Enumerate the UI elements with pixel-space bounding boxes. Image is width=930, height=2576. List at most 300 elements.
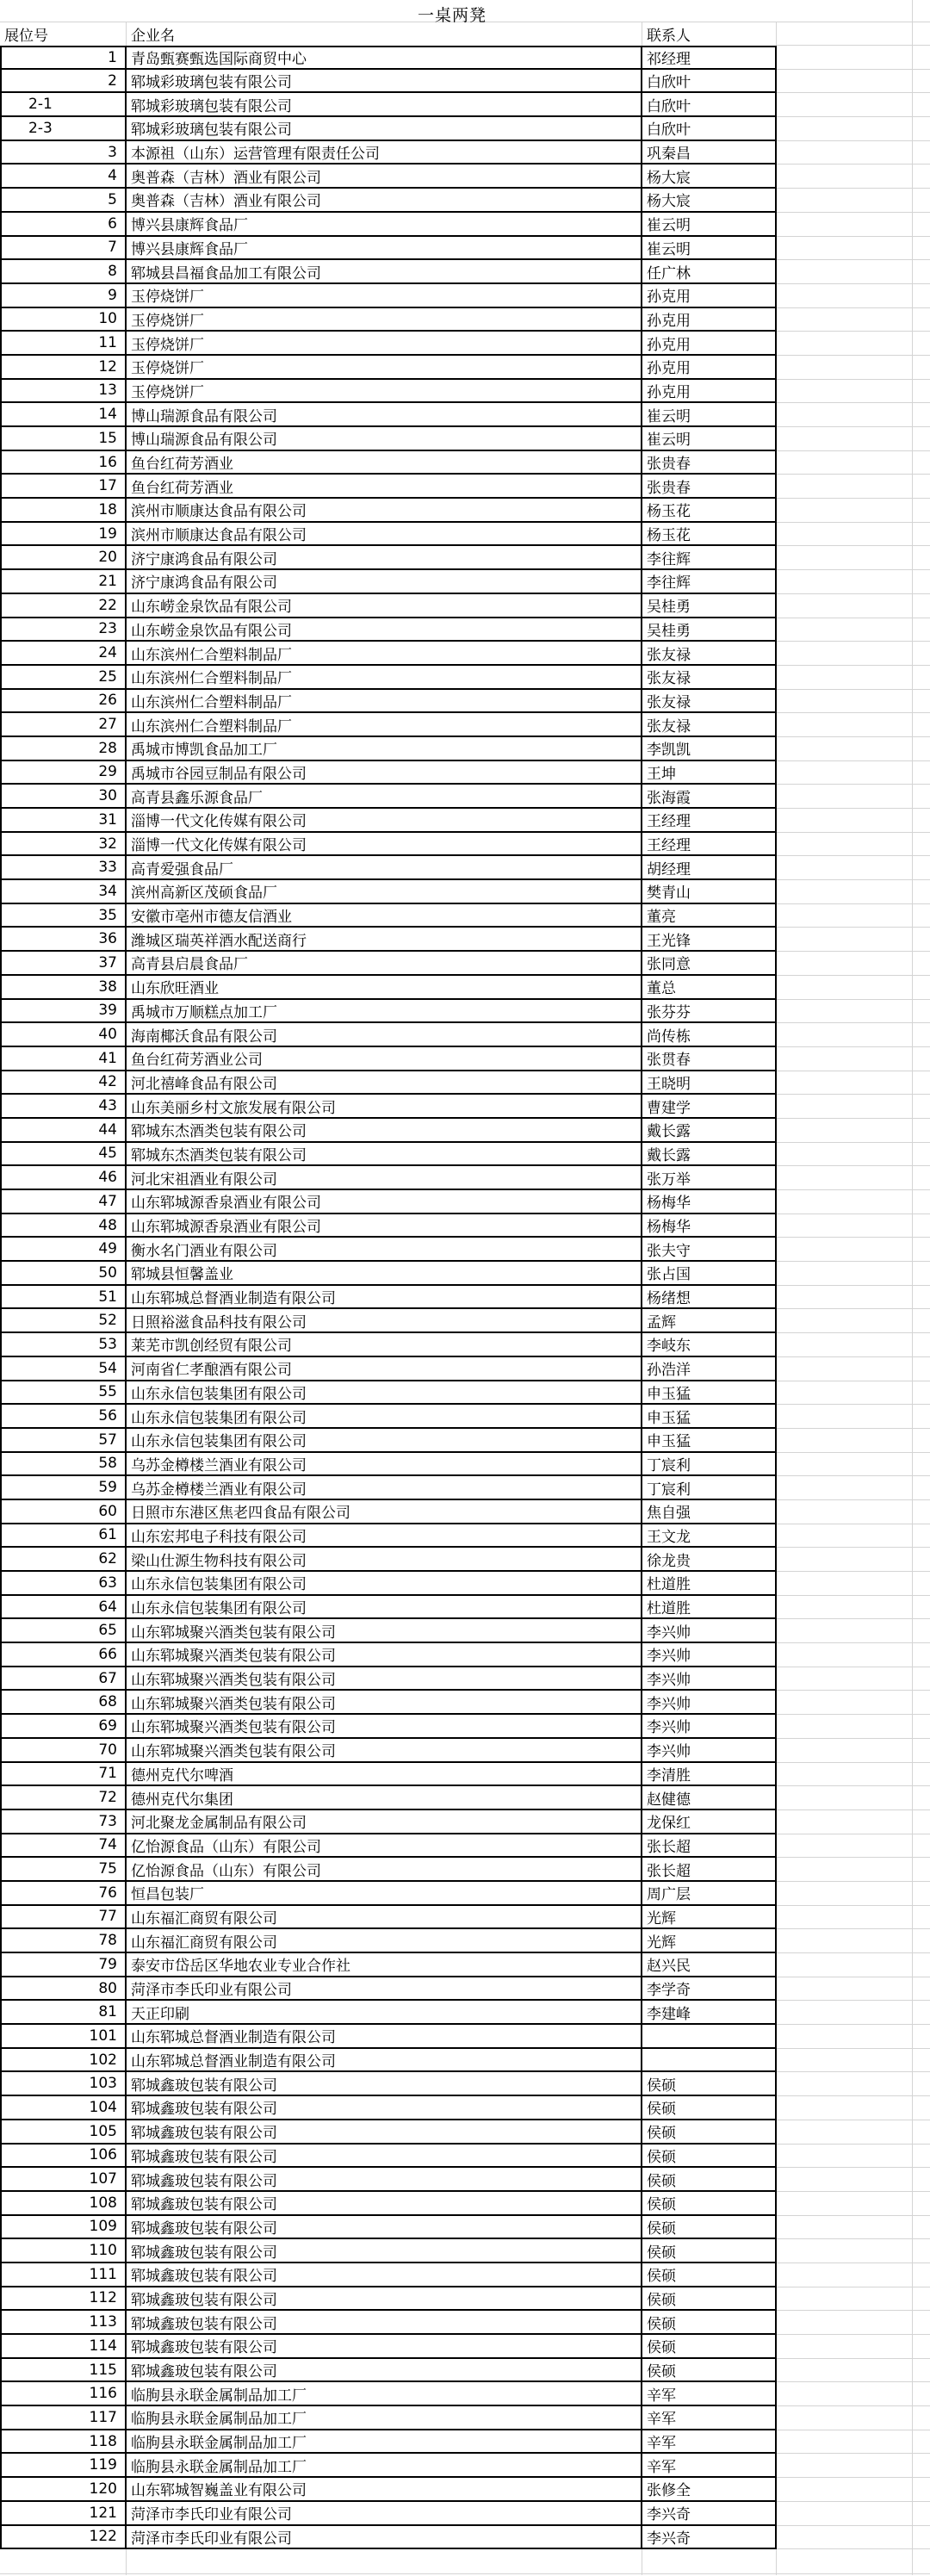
- contact-cell[interactable]: 王经理: [642, 833, 777, 857]
- empty-cell[interactable]: [913, 1190, 930, 1214]
- empty-cell[interactable]: [913, 2025, 930, 2049]
- booth-cell[interactable]: 47: [0, 1190, 127, 1214]
- company-cell[interactable]: 郓城鑫玻包装有限公司: [127, 2239, 642, 2263]
- booth-cell[interactable]: 73: [0, 1810, 127, 1834]
- empty-cell[interactable]: [913, 546, 930, 570]
- booth-cell[interactable]: 66: [0, 1643, 127, 1667]
- contact-cell[interactable]: 董总: [642, 976, 777, 1000]
- company-cell[interactable]: 河北宋祖酒业有限公司: [127, 1166, 642, 1190]
- empty-cell[interactable]: [777, 1763, 913, 1787]
- empty-cell[interactable]: [913, 1405, 930, 1429]
- empty-cell[interactable]: [913, 356, 930, 380]
- contact-cell[interactable]: 祁经理: [642, 46, 777, 70]
- booth-cell[interactable]: 60: [0, 1500, 127, 1524]
- contact-cell[interactable]: 樊青山: [642, 880, 777, 904]
- company-cell[interactable]: 山东郓城总督酒业制造有限公司: [127, 2049, 642, 2073]
- empty-cell[interactable]: [913, 1453, 930, 1477]
- empty-cell[interactable]: [777, 356, 913, 380]
- empty-cell[interactable]: [913, 2311, 930, 2335]
- company-cell[interactable]: 济宁康鸿食品有限公司: [127, 570, 642, 594]
- company-cell[interactable]: 山东永信包装集团有限公司: [127, 1381, 642, 1406]
- contact-cell[interactable]: 张贯春: [642, 1047, 777, 1071]
- booth-cell[interactable]: 42: [0, 1071, 127, 1096]
- empty-cell[interactable]: [913, 332, 930, 356]
- empty-cell[interactable]: [777, 928, 913, 952]
- empty-cell[interactable]: [777, 2287, 913, 2312]
- empty-cell[interactable]: [913, 141, 930, 165]
- empty-cell[interactable]: [777, 1190, 913, 1214]
- company-cell[interactable]: 郓城县昌福食品加工有限公司: [127, 260, 642, 284]
- company-cell[interactable]: 临朐县永联金属制品加工厂: [127, 2454, 642, 2478]
- empty-cell[interactable]: [777, 2192, 913, 2216]
- booth-cell[interactable]: 113: [0, 2311, 127, 2335]
- empty-cell[interactable]: [777, 2049, 913, 2073]
- empty-cell[interactable]: [777, 284, 913, 308]
- booth-cell[interactable]: 41: [0, 1047, 127, 1071]
- booth-cell[interactable]: 76: [0, 1882, 127, 1906]
- booth-cell[interactable]: 64: [0, 1596, 127, 1620]
- company-cell[interactable]: 郓城鑫玻包装有限公司: [127, 2287, 642, 2312]
- empty-cell[interactable]: [777, 1047, 913, 1071]
- contact-cell[interactable]: 张友禄: [642, 642, 777, 666]
- empty-cell[interactable]: [777, 1238, 913, 1262]
- company-cell[interactable]: 德州克代尔集团: [127, 1786, 642, 1810]
- company-cell[interactable]: 山东永信包装集团有限公司: [127, 1572, 642, 1596]
- empty-cell[interactable]: [913, 1095, 930, 1119]
- empty-cell[interactable]: [777, 1906, 913, 1930]
- contact-cell[interactable]: 李兴帅: [642, 1715, 777, 1739]
- contact-cell[interactable]: 申玉猛: [642, 1429, 777, 1453]
- company-cell[interactable]: 山东郓城源香泉酒业有限公司: [127, 1214, 642, 1238]
- empty-cell[interactable]: [913, 1143, 930, 1167]
- contact-cell[interactable]: 李建峰: [642, 2001, 777, 2025]
- empty-cell[interactable]: [913, 2454, 930, 2478]
- company-cell[interactable]: 博兴县康辉食品厂: [127, 213, 642, 237]
- contact-cell[interactable]: 巩秦昌: [642, 141, 777, 165]
- empty-cell[interactable]: [777, 2359, 913, 2383]
- booth-cell[interactable]: 51: [0, 1286, 127, 1310]
- empty-cell[interactable]: [913, 1715, 930, 1739]
- contact-cell[interactable]: 崔云明: [642, 237, 777, 261]
- empty-cell[interactable]: [777, 1572, 913, 1596]
- company-cell[interactable]: 玉停烧饼厂: [127, 356, 642, 380]
- empty-cell[interactable]: [777, 427, 913, 451]
- contact-cell[interactable]: 徐龙贵: [642, 1548, 777, 1572]
- booth-cell[interactable]: 71: [0, 1763, 127, 1787]
- empty-cell[interactable]: [777, 618, 913, 642]
- company-cell[interactable]: 山东欣旺酒业: [127, 976, 642, 1000]
- booth-cell[interactable]: 14: [0, 403, 127, 427]
- empty-cell[interactable]: [913, 2430, 930, 2455]
- booth-cell[interactable]: 68: [0, 1691, 127, 1715]
- company-cell[interactable]: 山东郓城聚兴酒类包装有限公司: [127, 1619, 642, 1643]
- booth-cell[interactable]: 109: [0, 2216, 127, 2240]
- empty-cell[interactable]: [777, 1000, 913, 1024]
- empty-cell[interactable]: [913, 713, 930, 737]
- empty-cell[interactable]: [777, 761, 913, 785]
- empty-cell[interactable]: [777, 642, 913, 666]
- empty-cell[interactable]: [913, 1476, 930, 1500]
- company-cell[interactable]: 郓城县恒馨盖业: [127, 1262, 642, 1286]
- empty-cell[interactable]: [913, 2382, 930, 2406]
- empty-cell[interactable]: [777, 260, 913, 284]
- contact-cell[interactable]: 光辉: [642, 1929, 777, 1953]
- company-cell[interactable]: 郓城鑫玻包装有限公司: [127, 2120, 642, 2145]
- empty-cell[interactable]: [777, 1405, 913, 1429]
- booth-cell[interactable]: 63: [0, 1572, 127, 1596]
- col-header-contact[interactable]: 联系人: [642, 22, 777, 46]
- contact-cell[interactable]: 孟辉: [642, 1309, 777, 1333]
- empty-cell[interactable]: [913, 260, 930, 284]
- empty-cell[interactable]: [777, 164, 913, 189]
- empty-cell[interactable]: [913, 570, 930, 594]
- company-cell[interactable]: 郓城彩玻璃包装有限公司: [127, 117, 642, 141]
- company-cell[interactable]: 山东郓城聚兴酒类包装有限公司: [127, 1667, 642, 1691]
- company-cell[interactable]: 郓城鑫玻包装有限公司: [127, 2359, 642, 2383]
- empty-cell[interactable]: [777, 2335, 913, 2359]
- empty-cell[interactable]: [913, 1071, 930, 1096]
- empty-cell[interactable]: [913, 1333, 930, 1357]
- company-cell[interactable]: 河北聚龙金属制品有限公司: [127, 1810, 642, 1834]
- company-cell[interactable]: 郓城彩玻璃包装有限公司: [127, 70, 642, 94]
- company-cell[interactable]: 山东郓城聚兴酒类包装有限公司: [127, 1691, 642, 1715]
- contact-cell[interactable]: 李清胜: [642, 1763, 777, 1787]
- booth-cell[interactable]: 25: [0, 666, 127, 690]
- empty-cell[interactable]: [777, 46, 913, 70]
- company-cell[interactable]: 玉停烧饼厂: [127, 284, 642, 308]
- booth-cell[interactable]: 80: [0, 1977, 127, 2002]
- contact-cell[interactable]: 孙浩洋: [642, 1357, 777, 1381]
- booth-cell[interactable]: 10: [0, 308, 127, 332]
- contact-cell[interactable]: 侯硕: [642, 2359, 777, 2383]
- booth-cell[interactable]: 57: [0, 1429, 127, 1453]
- contact-cell[interactable]: 戴长露: [642, 1119, 777, 1143]
- empty-cell[interactable]: [777, 1119, 913, 1143]
- contact-cell[interactable]: 侯硕: [642, 2145, 777, 2169]
- company-cell[interactable]: 山东滨州仁合塑料制品厂: [127, 666, 642, 690]
- contact-cell[interactable]: 辛军: [642, 2382, 777, 2406]
- empty-cell[interactable]: [777, 70, 913, 94]
- company-cell[interactable]: 郓城东杰酒类包装有限公司: [127, 1119, 642, 1143]
- contact-cell[interactable]: 侯硕: [642, 2239, 777, 2263]
- empty-cell[interactable]: [913, 1953, 930, 1977]
- contact-cell[interactable]: 辛军: [642, 2430, 777, 2455]
- booth-cell[interactable]: 101: [0, 2025, 127, 2049]
- company-cell[interactable]: 郓城鑫玻包装有限公司: [127, 2335, 642, 2359]
- contact-cell[interactable]: 侯硕: [642, 2335, 777, 2359]
- empty-cell[interactable]: [777, 403, 913, 427]
- contact-cell[interactable]: 李兴奇: [642, 2526, 777, 2550]
- booth-cell[interactable]: 28: [0, 737, 127, 761]
- booth-cell[interactable]: 34: [0, 880, 127, 904]
- contact-cell[interactable]: 杨玉花: [642, 499, 777, 523]
- booth-cell[interactable]: 35: [0, 904, 127, 928]
- company-cell[interactable]: 菏泽市李氏印业有限公司: [127, 2502, 642, 2526]
- contact-cell[interactable]: 白欣叶: [642, 117, 777, 141]
- contact-cell[interactable]: 崔云明: [642, 213, 777, 237]
- empty-cell[interactable]: [913, 164, 930, 189]
- company-cell[interactable]: 博山瑞源食品有限公司: [127, 403, 642, 427]
- empty-cell[interactable]: [777, 1619, 913, 1643]
- empty-cell[interactable]: [913, 1524, 930, 1549]
- empty-cell[interactable]: [913, 2120, 930, 2145]
- company-cell[interactable]: 山东郓城总督酒业制造有限公司: [127, 1286, 642, 1310]
- empty-cell[interactable]: [913, 1357, 930, 1381]
- empty-cell[interactable]: [913, 1047, 930, 1071]
- company-cell[interactable]: 郓城鑫玻包装有限公司: [127, 2216, 642, 2240]
- company-cell[interactable]: 安徽市亳州市德友信酒业: [127, 904, 642, 928]
- company-cell[interactable]: 博山瑞源食品有限公司: [127, 427, 642, 451]
- empty-cell[interactable]: [777, 1071, 913, 1096]
- empty-cell[interactable]: [777, 1929, 913, 1953]
- empty-cell[interactable]: [777, 856, 913, 880]
- company-cell[interactable]: 山东郓城智巍盖业有限公司: [127, 2478, 642, 2502]
- contact-cell[interactable]: 吴桂勇: [642, 618, 777, 642]
- booth-cell[interactable]: 45: [0, 1143, 127, 1167]
- booth-cell[interactable]: 53: [0, 1333, 127, 1357]
- booth-cell[interactable]: 120: [0, 2478, 127, 2502]
- booth-cell[interactable]: 115: [0, 2359, 127, 2383]
- empty-cell[interactable]: [777, 2478, 913, 2502]
- empty-cell[interactable]: [777, 713, 913, 737]
- booth-cell[interactable]: 13: [0, 380, 127, 404]
- contact-cell[interactable]: 焦自强: [642, 1500, 777, 1524]
- contact-cell[interactable]: 张芬芬: [642, 1000, 777, 1024]
- empty-cell[interactable]: [777, 1786, 913, 1810]
- booth-cell[interactable]: 110: [0, 2239, 127, 2263]
- empty-cell[interactable]: [777, 2120, 913, 2145]
- contact-cell[interactable]: 孙克用: [642, 332, 777, 356]
- empty-cell[interactable]: [777, 2001, 913, 2025]
- empty-cell[interactable]: [913, 2049, 930, 2073]
- booth-cell[interactable]: 78: [0, 1929, 127, 1953]
- company-cell[interactable]: 衡水名门酒业有限公司: [127, 1238, 642, 1262]
- contact-cell[interactable]: 侯硕: [642, 2096, 777, 2120]
- booth-cell[interactable]: 107: [0, 2168, 127, 2192]
- empty-cell[interactable]: [913, 380, 930, 404]
- booth-cell[interactable]: 6: [0, 213, 127, 237]
- empty-cell[interactable]: [913, 904, 930, 928]
- contact-cell[interactable]: 张友禄: [642, 690, 777, 714]
- empty-header-cell[interactable]: [913, 22, 930, 46]
- empty-cell[interactable]: [913, 93, 930, 117]
- company-cell[interactable]: 郓城东杰酒类包装有限公司: [127, 1143, 642, 1167]
- empty-cell[interactable]: [913, 1786, 930, 1810]
- contact-cell[interactable]: 张友禄: [642, 713, 777, 737]
- company-cell[interactable]: 山东郓城聚兴酒类包装有限公司: [127, 1643, 642, 1667]
- contact-cell[interactable]: 孙克用: [642, 380, 777, 404]
- empty-cell[interactable]: [777, 2502, 913, 2526]
- company-cell[interactable]: 郓城鑫玻包装有限公司: [127, 2168, 642, 2192]
- company-cell[interactable]: 郓城鑫玻包装有限公司: [127, 2096, 642, 2120]
- booth-cell[interactable]: 32: [0, 833, 127, 857]
- empty-cell[interactable]: [913, 1572, 930, 1596]
- contact-cell[interactable]: 张占国: [642, 1262, 777, 1286]
- booth-cell[interactable]: 69: [0, 1715, 127, 1739]
- contact-cell[interactable]: 张长超: [642, 1858, 777, 1882]
- empty-cell[interactable]: [913, 666, 930, 690]
- empty-cell[interactable]: [913, 2239, 930, 2263]
- empty-cell[interactable]: [777, 976, 913, 1000]
- empty-cell[interactable]: [777, 189, 913, 213]
- contact-cell[interactable]: 杜道胜: [642, 1572, 777, 1596]
- contact-cell[interactable]: 董亮: [642, 904, 777, 928]
- empty-cell[interactable]: [913, 1238, 930, 1262]
- empty-cell[interactable]: [913, 2406, 930, 2430]
- contact-cell[interactable]: 崔云明: [642, 403, 777, 427]
- empty-cell[interactable]: [913, 761, 930, 785]
- booth-cell[interactable]: 36: [0, 928, 127, 952]
- empty-cell[interactable]: [913, 1858, 930, 1882]
- empty-cell[interactable]: [777, 1548, 913, 1572]
- company-cell[interactable]: 博兴县康辉食品厂: [127, 237, 642, 261]
- empty-cell[interactable]: [913, 976, 930, 1000]
- contact-cell[interactable]: 张长超: [642, 1834, 777, 1859]
- booth-cell[interactable]: 23: [0, 618, 127, 642]
- booth-cell[interactable]: 24: [0, 642, 127, 666]
- empty-cell[interactable]: [913, 1286, 930, 1310]
- contact-cell[interactable]: 杜道胜: [642, 1596, 777, 1620]
- booth-cell[interactable]: 121: [0, 2502, 127, 2526]
- contact-cell[interactable]: 杨玉花: [642, 523, 777, 547]
- empty-cell[interactable]: [913, 2502, 930, 2526]
- empty-cell[interactable]: [777, 1476, 913, 1500]
- contact-cell[interactable]: 辛军: [642, 2454, 777, 2478]
- empty-cell[interactable]: [777, 2145, 913, 2169]
- company-cell[interactable]: 滨州市顺康达食品有限公司: [127, 499, 642, 523]
- empty-cell[interactable]: [913, 1262, 930, 1286]
- booth-cell[interactable]: 20: [0, 546, 127, 570]
- empty-cell[interactable]: [913, 284, 930, 308]
- company-cell[interactable]: 淄博一代文化传媒有限公司: [127, 833, 642, 857]
- company-cell[interactable]: 德州克代尔啤酒: [127, 1763, 642, 1787]
- booth-cell[interactable]: 43: [0, 1095, 127, 1119]
- empty-cell[interactable]: [777, 213, 913, 237]
- company-cell[interactable]: 滨州高新区茂硕食品厂: [127, 880, 642, 904]
- empty-cell[interactable]: [913, 618, 930, 642]
- contact-cell[interactable]: 侯硕: [642, 2072, 777, 2096]
- company-cell[interactable]: 高青县启晨食品厂: [127, 952, 642, 976]
- booth-cell[interactable]: 67: [0, 1667, 127, 1691]
- empty-cell[interactable]: [777, 451, 913, 475]
- booth-cell[interactable]: 75: [0, 1858, 127, 1882]
- contact-cell[interactable]: 张贵春: [642, 451, 777, 475]
- contact-cell[interactable]: [642, 2025, 777, 2049]
- empty-cell[interactable]: [913, 809, 930, 833]
- company-cell[interactable]: 日照市东港区焦老四食品有限公司: [127, 1500, 642, 1524]
- contact-cell[interactable]: 白欣叶: [642, 70, 777, 94]
- booth-cell[interactable]: 103: [0, 2072, 127, 2096]
- empty-cell[interactable]: [913, 1691, 930, 1715]
- booth-cell[interactable]: 17: [0, 475, 127, 499]
- empty-cell[interactable]: [913, 2478, 930, 2502]
- company-cell[interactable]: 潍城区瑞英祥酒水配送商行: [127, 928, 642, 952]
- empty-cell[interactable]: [913, 1929, 930, 1953]
- empty-cell[interactable]: [777, 523, 913, 547]
- empty-cell[interactable]: [777, 2430, 913, 2455]
- empty-cell[interactable]: [777, 1143, 913, 1167]
- company-cell[interactable]: 莱芜市凯创经贸有限公司: [127, 1333, 642, 1357]
- empty-cell[interactable]: [777, 93, 913, 117]
- booth-cell[interactable]: 102: [0, 2049, 127, 2073]
- contact-cell[interactable]: 曹建学: [642, 1095, 777, 1119]
- booth-cell[interactable]: 22: [0, 594, 127, 618]
- company-cell[interactable]: 郓城鑫玻包装有限公司: [127, 2192, 642, 2216]
- booth-cell[interactable]: 12: [0, 356, 127, 380]
- empty-cell[interactable]: [777, 475, 913, 499]
- empty-cell[interactable]: [777, 1453, 913, 1477]
- company-cell[interactable]: 山东滨州仁合塑料制品厂: [127, 642, 642, 666]
- contact-cell[interactable]: 戴长露: [642, 1143, 777, 1167]
- empty-cell[interactable]: [913, 451, 930, 475]
- booth-cell[interactable]: 19: [0, 523, 127, 547]
- empty-cell[interactable]: [913, 2335, 930, 2359]
- empty-cell[interactable]: [777, 1643, 913, 1667]
- contact-cell[interactable]: 张友禄: [642, 666, 777, 690]
- company-cell[interactable]: 河北禧峰食品有限公司: [127, 1071, 642, 1096]
- empty-cell[interactable]: [913, 2526, 930, 2550]
- empty-cell[interactable]: [913, 2359, 930, 2383]
- empty-cell[interactable]: [777, 2526, 913, 2550]
- booth-cell[interactable]: 117: [0, 2406, 127, 2430]
- contact-cell[interactable]: 光辉: [642, 1906, 777, 1930]
- empty-cell[interactable]: [777, 880, 913, 904]
- company-cell[interactable]: 山东崂金泉饮品有限公司: [127, 594, 642, 618]
- booth-cell[interactable]: 48: [0, 1214, 127, 1238]
- contact-cell[interactable]: 王文龙: [642, 1524, 777, 1549]
- contact-cell[interactable]: 孙克用: [642, 356, 777, 380]
- empty-cell[interactable]: [777, 904, 913, 928]
- company-cell[interactable]: 天正印刷: [127, 2001, 642, 2025]
- booth-cell[interactable]: 8: [0, 260, 127, 284]
- empty-cell[interactable]: [913, 403, 930, 427]
- empty-cell[interactable]: [777, 2096, 913, 2120]
- empty-cell[interactable]: [913, 2263, 930, 2287]
- company-cell[interactable]: 山东福汇商贸有限公司: [127, 1906, 642, 1930]
- booth-cell[interactable]: 39: [0, 1000, 127, 1024]
- contact-cell[interactable]: 侯硕: [642, 2216, 777, 2240]
- contact-cell[interactable]: 李往辉: [642, 546, 777, 570]
- company-cell[interactable]: 菏泽市李氏印业有限公司: [127, 1977, 642, 2002]
- empty-cell[interactable]: [913, 1119, 930, 1143]
- empty-cell[interactable]: [913, 1548, 930, 1572]
- booth-cell[interactable]: 2-3: [0, 117, 127, 141]
- booth-cell[interactable]: 2: [0, 70, 127, 94]
- company-cell[interactable]: 菏泽市李氏印业有限公司: [127, 2526, 642, 2550]
- company-cell[interactable]: 郓城鑫玻包装有限公司: [127, 2072, 642, 2096]
- company-cell[interactable]: 山东永信包装集团有限公司: [127, 1405, 642, 1429]
- booth-cell[interactable]: 62: [0, 1548, 127, 1572]
- booth-cell[interactable]: 104: [0, 2096, 127, 2120]
- empty-cell[interactable]: [913, 213, 930, 237]
- contact-cell[interactable]: 张同意: [642, 952, 777, 976]
- empty-cell[interactable]: [913, 475, 930, 499]
- empty-cell[interactable]: [777, 2168, 913, 2192]
- booth-cell[interactable]: 105: [0, 2120, 127, 2145]
- company-cell[interactable]: 高青爱强食品厂: [127, 856, 642, 880]
- booth-cell[interactable]: 116: [0, 2382, 127, 2406]
- empty-cell[interactable]: [913, 1667, 930, 1691]
- contact-cell[interactable]: 孙克用: [642, 308, 777, 332]
- company-cell[interactable]: 山东滨州仁合塑料制品厂: [127, 690, 642, 714]
- empty-cell[interactable]: [913, 1023, 930, 1047]
- col-header-company[interactable]: 企业名: [127, 22, 642, 46]
- company-cell[interactable]: 亿怡源食品（山东）有限公司: [127, 1858, 642, 1882]
- empty-cell[interactable]: [913, 46, 930, 70]
- contact-cell[interactable]: 杨梅华: [642, 1190, 777, 1214]
- booth-cell[interactable]: 1: [0, 46, 127, 70]
- empty-cell[interactable]: [777, 1500, 913, 1524]
